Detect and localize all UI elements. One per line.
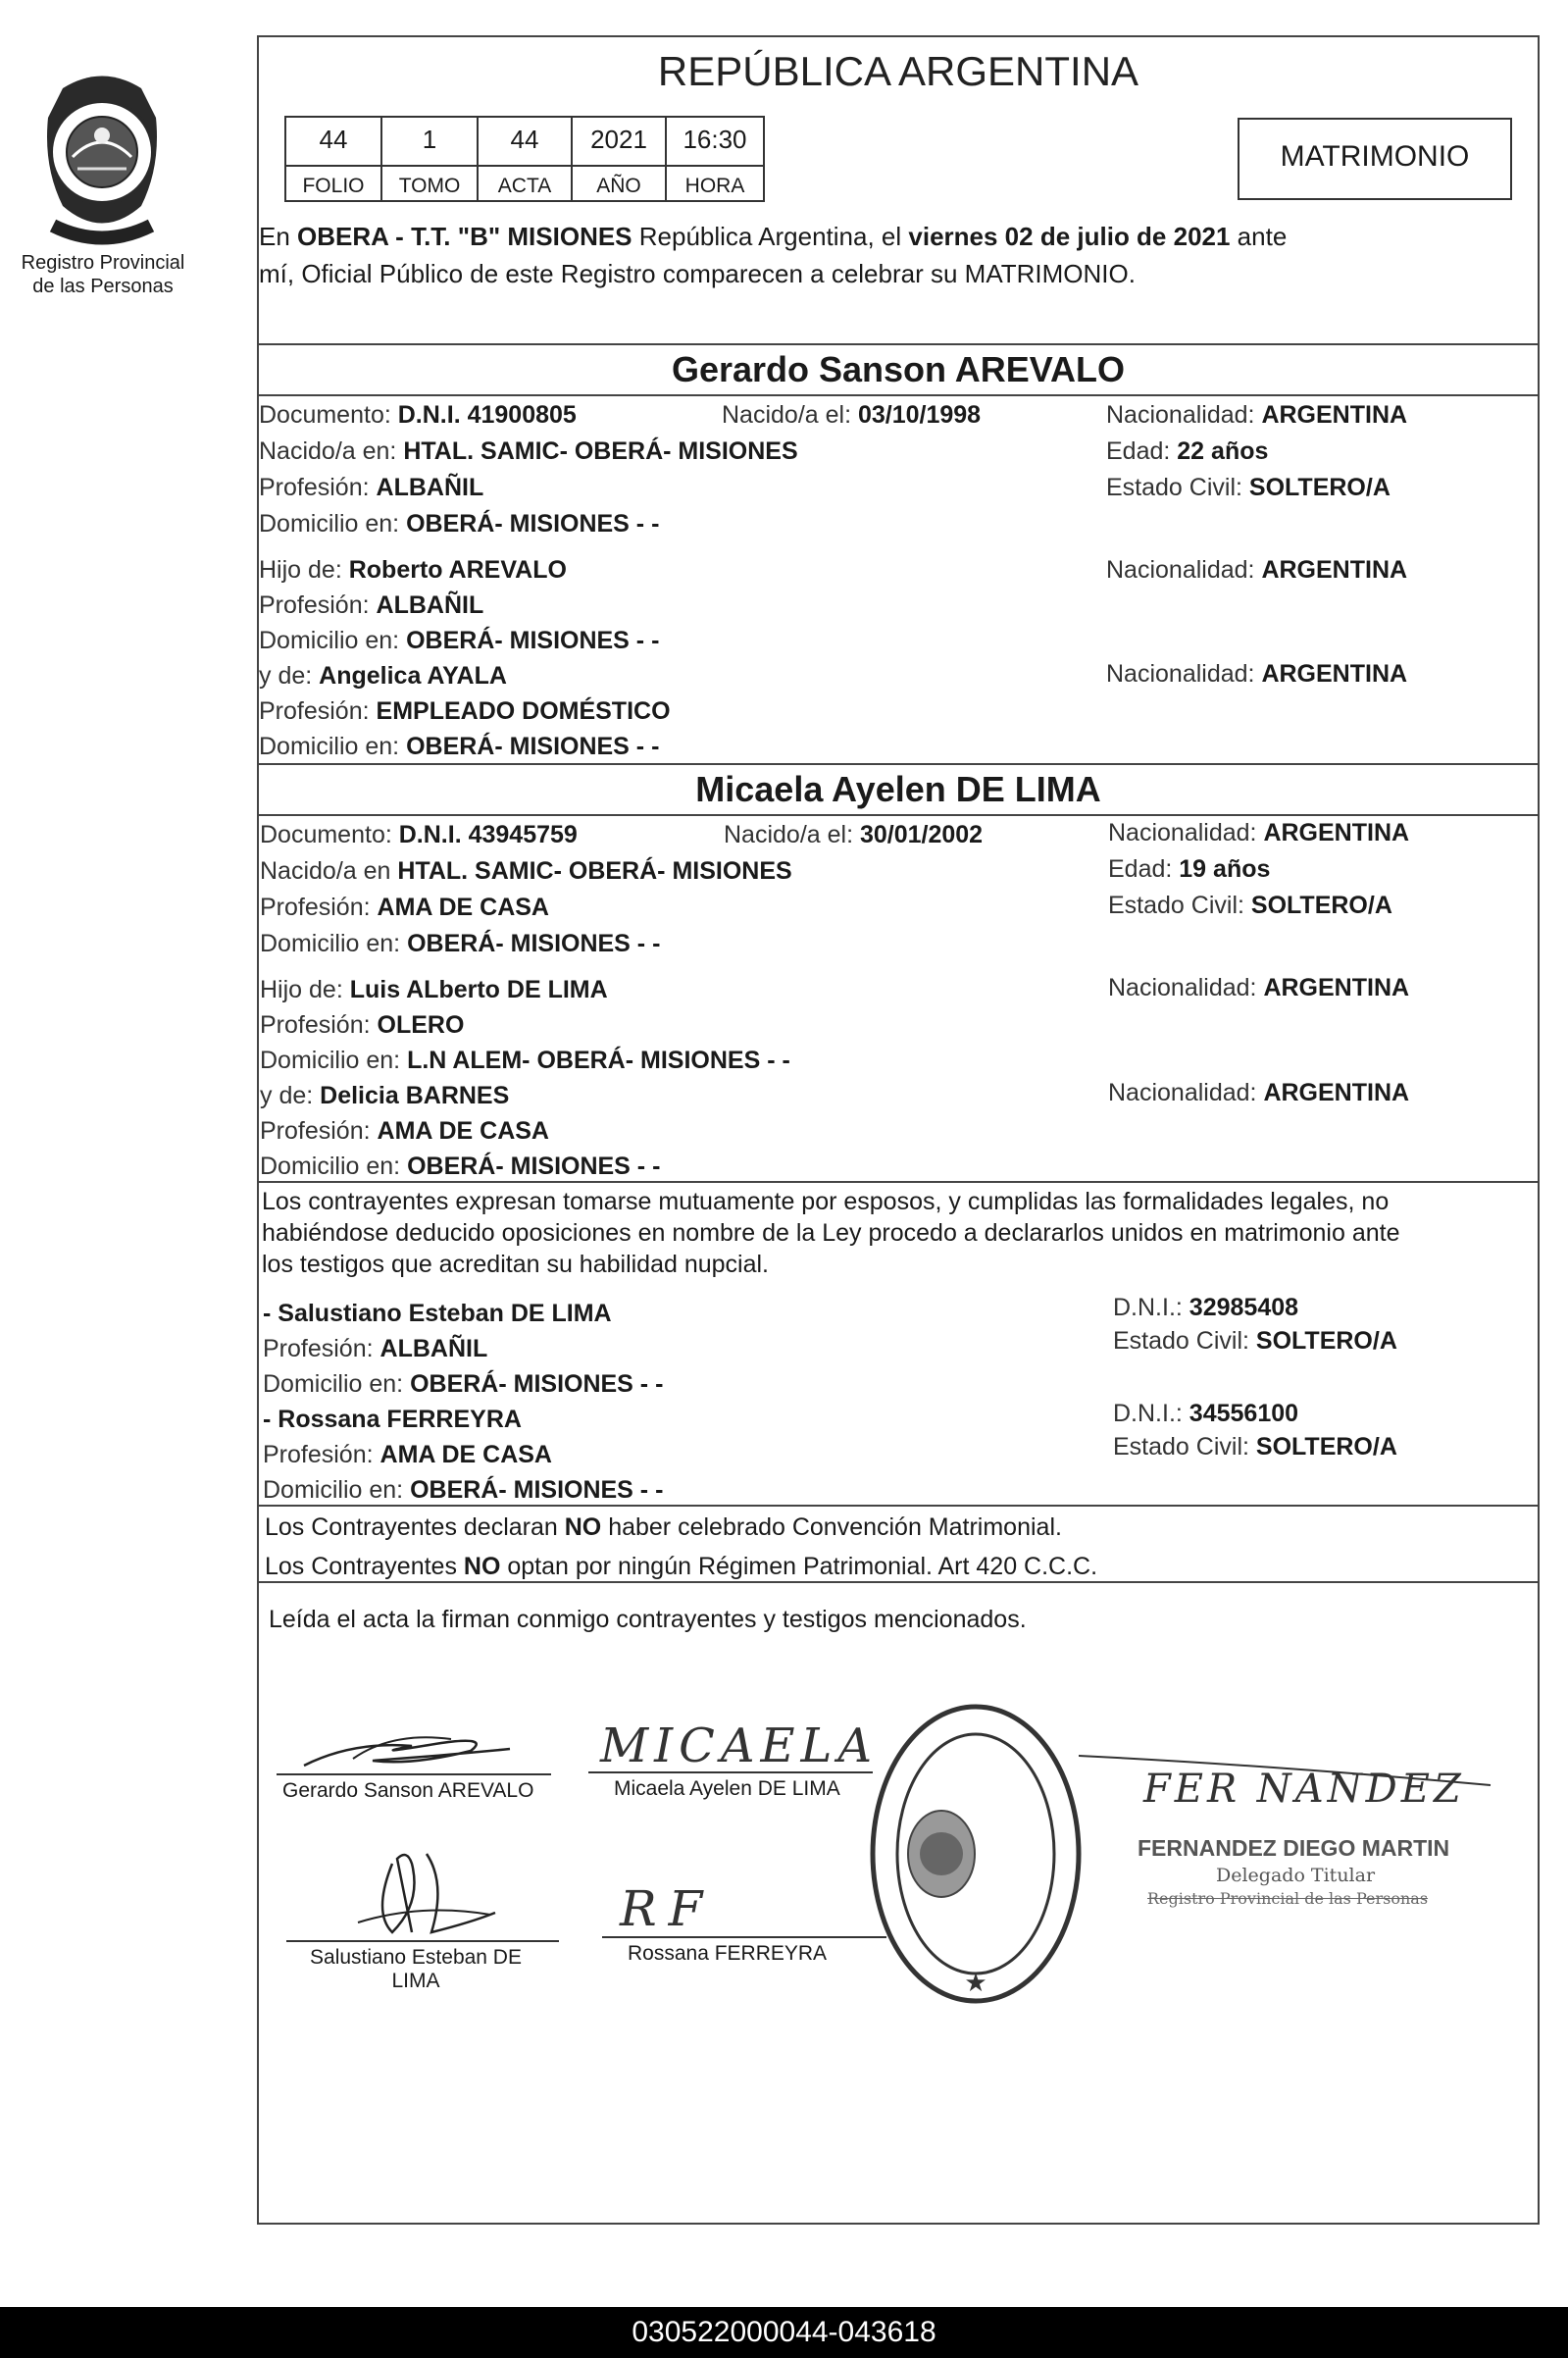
label: Domicilio en: — [260, 930, 408, 957]
intro-line-2: mí, Oficial Público de este Registro comparecen a celebrar su MATRIMONIO. — [259, 259, 1136, 288]
svg-text:★: ★ — [964, 1969, 987, 1998]
label: Estado Civil: — [1113, 1327, 1256, 1355]
label: Estado Civil: — [1106, 474, 1249, 501]
value: HTAL. SAMIC- OBERÁ- MISIONES — [403, 437, 798, 465]
label: Profesión: — [259, 591, 377, 619]
declaration-line-2: habiéndose deducido oposiciones en nombre de la Ley procedo a declararlos unidos en matrimonio ante — [262, 1219, 1400, 1247]
groom-name: Gerardo Sanson AREVALO — [671, 349, 1126, 389]
label: Documento: — [260, 821, 399, 848]
negation: NO — [463, 1553, 501, 1580]
bride-nationality — [1108, 818, 1409, 847]
official-name: FERNANDEZ DIEGO MARTIN — [1138, 1835, 1450, 1861]
value: OBERÁ- MISIONES - - — [410, 1476, 664, 1504]
text: optan por ningún Régimen Patrimonial. Art 420 C.C.C. — [500, 1553, 1098, 1580]
value: AMA DE CASA — [377, 894, 549, 921]
value: D.N.I. 41900805 — [397, 401, 577, 429]
witness-2-name: - Rossana FERREYRA — [263, 1406, 522, 1433]
official-stamp-icon — [863, 1697, 1088, 2011]
label: Domicilio en: — [260, 1047, 408, 1074]
value: ARGENTINA — [1261, 556, 1408, 584]
divider — [257, 1581, 1540, 1583]
official-handwritten-signature: FER NANDEZ — [1143, 1767, 1465, 1812]
label: Edad: — [1106, 437, 1178, 465]
label: Nacionalidad: — [1106, 401, 1262, 429]
official-title: Delegado Titular — [1216, 1865, 1376, 1886]
value: SOLTERO/A — [1250, 892, 1392, 919]
bride-address — [260, 929, 660, 958]
divider — [257, 763, 1540, 765]
value: OBERÁ- MISIONES - - — [407, 1153, 661, 1180]
label: Profesión: — [263, 1441, 380, 1468]
intro-line-1 — [259, 222, 1287, 251]
value: ALBAÑIL — [376, 474, 484, 501]
intro-place: OBERA - T.T. "B" MISIONES — [297, 222, 632, 251]
convention-line-1 — [265, 1512, 1062, 1542]
bride-mother — [260, 1081, 509, 1110]
label: y de: — [260, 1082, 321, 1109]
groom-nationality — [1106, 400, 1407, 430]
groom-address — [259, 509, 659, 538]
provincial-seal-icon — [24, 59, 180, 245]
witness-1-civil-status — [1113, 1326, 1397, 1356]
value: D.N.I. 43945759 — [398, 821, 578, 848]
bride-birthplace — [260, 856, 792, 886]
label: Edad: — [1108, 855, 1180, 883]
label: Hijo de: — [259, 556, 349, 584]
bride-handwritten-name: MICAELA — [600, 1718, 879, 1773]
anio-header: AÑO — [571, 165, 667, 202]
bride-profession — [260, 893, 549, 922]
label: Estado Civil: — [1108, 892, 1251, 919]
value: HTAL. SAMIC- OBERÁ- MISIONES — [397, 857, 792, 885]
bride-signature-line — [588, 1771, 873, 1773]
value: ALBAÑIL — [376, 591, 484, 619]
page-title: REPÚBLICA ARGENTINA — [657, 48, 1139, 94]
value: Delicia BARNES — [320, 1082, 510, 1109]
bride-father-nationality — [1108, 973, 1409, 1002]
value: 22 años — [1177, 437, 1269, 465]
label: Domicilio en: — [259, 733, 407, 760]
label: Hijo de: — [260, 976, 350, 1003]
value: 34556100 — [1189, 1400, 1299, 1427]
value: OBERÁ- MISIONES - - — [407, 930, 661, 957]
value: 32985408 — [1189, 1294, 1299, 1321]
value: Luis ALberto DE LIMA — [349, 976, 608, 1003]
value: OBERÁ- MISIONES - - — [406, 733, 660, 760]
label: Domicilio en: — [263, 1476, 411, 1504]
bride-civil-status — [1108, 891, 1392, 920]
acta-value: 44 — [477, 116, 573, 167]
groom-profession — [259, 473, 483, 502]
official-office: Registro Provincial de las Personas — [1147, 1889, 1429, 1908]
bride-father-profession — [260, 1010, 464, 1040]
tomo-value: 1 — [380, 116, 479, 167]
label: Nacido/a el: — [724, 821, 860, 848]
bride-father-address — [260, 1046, 790, 1075]
label: Profesión: — [259, 697, 377, 725]
intro-date: viernes 02 de julio de 2021 — [908, 222, 1231, 251]
label: Profesión: — [260, 1011, 378, 1039]
value: L.N ALEM- OBERÁ- MISIONES - - — [407, 1047, 790, 1074]
witness-2-handwritten-initials: RF — [620, 1880, 715, 1937]
label: Domicilio en: — [260, 1153, 408, 1180]
value: Angelica AYALA — [319, 662, 507, 690]
label: Nacido/a en — [260, 857, 398, 885]
witness-2-signature-line — [602, 1936, 886, 1938]
label: Nacido/a en: — [259, 437, 404, 465]
bride-name: Micaela Ayelen DE LIMA — [695, 769, 1101, 809]
label: D.N.I.: — [1113, 1400, 1189, 1427]
value: OLERO — [377, 1011, 465, 1039]
witness-1-signature-label — [308, 1946, 524, 1993]
closing-text: Leída el acta la firman conmigo contrayentes y testigos mencionados. — [269, 1606, 1027, 1633]
value: 03/10/1998 — [857, 401, 982, 429]
anio-value: 2021 — [571, 116, 667, 167]
intro-text-3: ante — [1230, 222, 1288, 251]
value: AMA DE CASA — [377, 1117, 549, 1145]
divider — [257, 814, 1540, 816]
witness-1-address — [263, 1369, 663, 1399]
text: Los Contrayentes — [265, 1553, 464, 1580]
witness-2-profession — [263, 1440, 552, 1469]
bride-mother-nationality — [1108, 1078, 1409, 1107]
label: Profesión: — [260, 894, 378, 921]
value: OBERÁ- MISIONES - - — [406, 510, 660, 538]
label: Profesión: — [263, 1335, 380, 1362]
bride-mother-profession — [260, 1116, 549, 1146]
label: Domicilio en: — [263, 1370, 411, 1398]
groom-document — [259, 400, 577, 430]
value: ARGENTINA — [1263, 974, 1410, 1001]
value: SOLTERO/A — [1248, 474, 1391, 501]
negation: NO — [564, 1513, 602, 1541]
hora-header: HORA — [665, 165, 765, 202]
witness-1-profession — [263, 1334, 487, 1363]
document-code-bar — [0, 2307, 1568, 2358]
witness-1-signature — [353, 1844, 500, 1952]
official-signature-stroke — [1079, 1746, 1510, 1815]
label: Domicilio en: — [259, 510, 407, 538]
label: Profesión: — [260, 1117, 378, 1145]
intro-text-1: En — [259, 222, 298, 251]
groom-father-address — [259, 626, 659, 655]
bride-document — [260, 820, 578, 849]
value: 19 años — [1179, 855, 1271, 883]
divider — [257, 1505, 1540, 1507]
value: ARGENTINA — [1261, 401, 1408, 429]
groom-father-nationality — [1106, 555, 1407, 585]
witness-2-address — [263, 1475, 663, 1505]
label: y de: — [259, 662, 320, 690]
groom-mother-nationality — [1106, 659, 1407, 689]
bride-birth-date — [724, 820, 983, 849]
groom-mother-profession — [259, 696, 671, 726]
divider — [257, 1181, 1540, 1183]
label: Nacionalidad: — [1106, 556, 1262, 584]
divider — [257, 394, 1540, 396]
label: Nacionalidad: — [1108, 1079, 1264, 1106]
groom-signature — [294, 1721, 520, 1780]
registry-logo — [24, 59, 180, 245]
bride-signature-label: Micaela Ayelen DE LIMA — [614, 1777, 840, 1800]
label: Nacionalidad: — [1108, 974, 1264, 1001]
witness-1-signature-line — [286, 1940, 559, 1942]
hora-value: 16:30 — [665, 116, 765, 167]
witness-1-dni — [1113, 1293, 1298, 1322]
label: Nacionalidad: — [1106, 660, 1262, 688]
registry-name-line1: Registro Provincial — [21, 252, 185, 274]
registry-name — [0, 251, 206, 298]
value: SOLTERO/A — [1255, 1327, 1397, 1355]
witness-2-signature-label: Rossana FERREYRA — [628, 1942, 828, 1965]
groom-mother — [259, 661, 507, 691]
groom-birthplace — [259, 436, 798, 466]
value: OBERÁ- MISIONES - - — [410, 1370, 664, 1398]
witness-2-civil-status — [1113, 1432, 1397, 1461]
declaration-line-3: los testigos que acreditan su habilidad nupcial. — [262, 1251, 770, 1278]
value: SOLTERO/A — [1255, 1433, 1397, 1461]
folio-value: 44 — [284, 116, 382, 167]
value: ARGENTINA — [1263, 819, 1410, 846]
folio-header: FOLIO — [284, 165, 382, 202]
value: EMPLEADO DOMÉSTICO — [376, 697, 671, 725]
bride-mother-address — [260, 1152, 660, 1181]
acta-header: ACTA — [477, 165, 573, 202]
tomo-header: TOMO — [380, 165, 479, 202]
label: Estado Civil: — [1113, 1433, 1256, 1461]
value: Roberto AREVALO — [348, 556, 567, 584]
intro-text-2: República Argentina, el — [632, 222, 909, 251]
label: D.N.I.: — [1113, 1294, 1189, 1321]
value: ALBAÑIL — [379, 1335, 488, 1362]
witness-2-dni — [1113, 1399, 1298, 1428]
groom-mother-address — [259, 732, 659, 761]
divider — [257, 343, 1540, 345]
registry-name-line2: de las Personas — [32, 276, 174, 297]
label: Profesión: — [259, 474, 377, 501]
groom-signature-line — [277, 1773, 551, 1775]
convention-line-2 — [265, 1552, 1097, 1581]
bride-father — [260, 975, 608, 1004]
groom-civil-status — [1106, 473, 1391, 502]
groom-age — [1106, 436, 1268, 466]
label: Nacionalidad: — [1108, 819, 1264, 846]
record-type: MATRIMONIO — [1280, 140, 1470, 173]
label-line-1: Salustiano Esteban DE — [310, 1946, 522, 1969]
value: AMA DE CASA — [379, 1441, 552, 1468]
document-code: 030522000044-043618 — [632, 2316, 936, 2348]
label: Nacido/a el: — [722, 401, 858, 429]
bride-age — [1108, 854, 1270, 884]
label: Documento: — [259, 401, 398, 429]
groom-father-profession — [259, 590, 483, 620]
groom-father — [259, 555, 567, 585]
text: Los Contrayentes declaran — [265, 1513, 565, 1541]
value: OBERÁ- MISIONES - - — [406, 627, 660, 654]
groom-birth-date — [722, 400, 981, 430]
text: haber celebrado Convención Matrimonial. — [601, 1513, 1062, 1541]
value: ARGENTINA — [1263, 1079, 1410, 1106]
label-line-2: LIMA — [391, 1970, 440, 1992]
declaration-line-1: Los contrayentes expresan tomarse mutuamente por esposos, y cumplidas las formalidades legales, no — [262, 1188, 1390, 1215]
value: ARGENTINA — [1261, 660, 1408, 688]
value: 30/01/2002 — [859, 821, 984, 848]
label: Domicilio en: — [259, 627, 407, 654]
witness-1-name: - Salustiano Esteban DE LIMA — [263, 1300, 612, 1327]
groom-signature-label: Gerardo Sanson AREVALO — [282, 1779, 534, 1802]
